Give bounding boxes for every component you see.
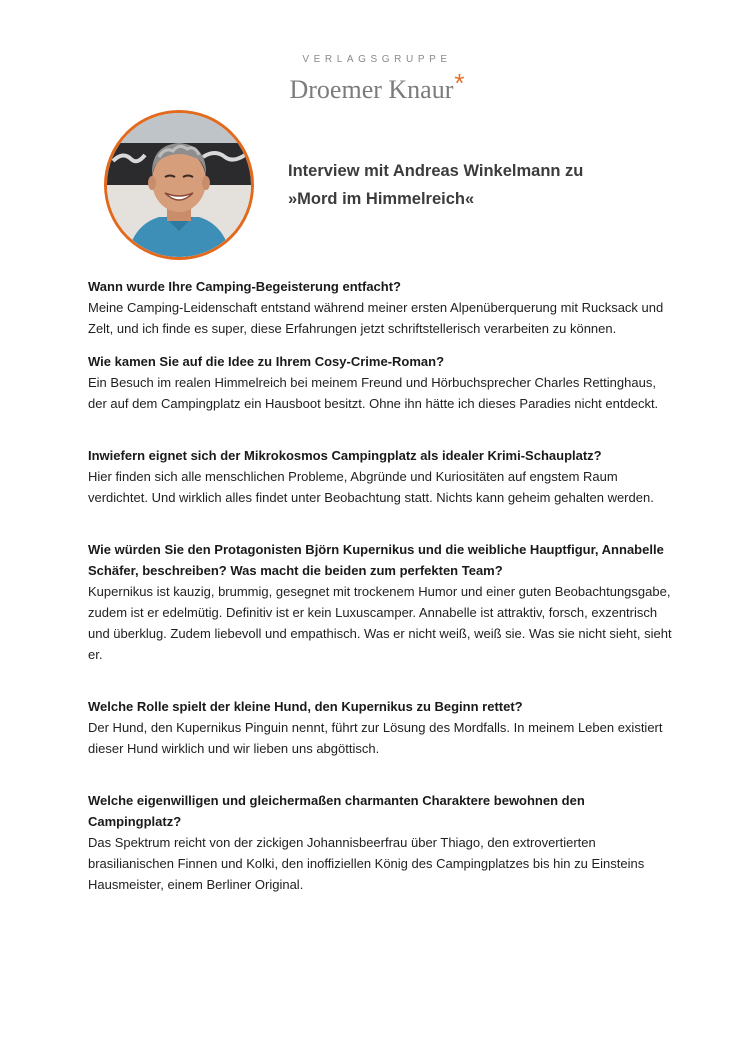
answer: Kupernikus ist kauzig, brummig, gesegnet mit trockenem Humor und einer guten Beobachtungsgabe, zudem ist er edelmütig. Definitiv ist er kein Luxuscamper. Annabelle ist attraktiv, forsch, exzentrisch und überklug. Zudem liebevoll und empathisch. Was er nicht weiß, weiß sie. Was sie nicht sieht, sieht er. — [88, 584, 672, 662]
qa-item — [88, 539, 678, 665]
logo-name-wrapper — [262, 68, 492, 105]
question: Wann wurde Ihre Camping-Begeisterung entfacht? — [88, 279, 401, 294]
answer: Der Hund, den Kupernikus Pinguin nennt, führt zur Lösung des Mordfalls. In meinem Leben existiert dieser Hund wirklich und wir lieben uns abgöttisch. — [88, 720, 663, 756]
question: Inwiefern eignet sich der Mikrokosmos Campingplatz als idealer Krimi-Schauplatz? — [88, 448, 602, 463]
qa-item — [88, 696, 678, 759]
qa-item — [88, 445, 678, 508]
question: Welche Rolle spielt der kleine Hund, den Kupernikus zu Beginn rettet? — [88, 699, 523, 714]
question: Wie kamen Sie auf die Idee zu Ihrem Cosy-Crime-Roman? — [88, 354, 445, 369]
question: Welche eigenwilligen und gleichermaßen charmanten Charaktere bewohnen den Campingplatz? — [88, 793, 585, 829]
logo-name: Droemer Knaur — [289, 75, 454, 104]
logo-top-line: VERLAGSGRUPPE — [302, 54, 452, 65]
answer: Hier finden sich alle menschlichen Probleme, Abgründe und Kuriositäten auf engstem Raum verdichtet. Und wirklich alles findet unter Beobachtung statt. Nichts kann geheim gehalten werden. — [88, 469, 654, 505]
title-line-1: Interview mit Andreas Winkelmann zu — [288, 162, 584, 180]
interview-title — [288, 157, 688, 213]
answer: Ein Besuch im realen Himmelreich bei meinem Freund und Hörbuchsprecher Charles Rettinghaus, der auf dem Campingplatz ein Hausboot besitzt. Ohne ihn hätte ich dieses Paradies nicht entdeckt. — [88, 375, 659, 411]
title-line-2: »Mord im Himmelreich« — [288, 190, 475, 208]
qa-item — [88, 276, 678, 339]
answer: Meine Camping-Leidenschaft entstand während meiner ersten Alpenüberquerung mit Rucksack und Zelt, und ich finde es super, diese Erfahrungen jetzt schriftstellerisch verarbeiten zu können. — [88, 300, 664, 336]
interview-body — [88, 276, 678, 895]
answer: Das Spektrum reicht von der zickigen Johannisbeerfrau über Thiago, den extrovertierten brasilianischen Finnen und Kolki, den inoffiziellen König des Campingplatzes bis hin zu Einsteins Hausmeister, einem Berliner Original. — [88, 835, 645, 892]
logo-star-icon: * — [454, 68, 465, 98]
question: Wie würden Sie den Protagonisten Björn Kupernikus und die weibliche Hauptfigur, Annabelle Schäfer, beschreiben? Was macht die beiden zum perfekten Team? — [88, 542, 664, 578]
publisher-logo — [262, 54, 492, 105]
qa-item — [88, 351, 678, 414]
qa-item — [88, 790, 678, 895]
author-photo — [104, 110, 254, 260]
author-portrait-icon — [107, 113, 251, 257]
